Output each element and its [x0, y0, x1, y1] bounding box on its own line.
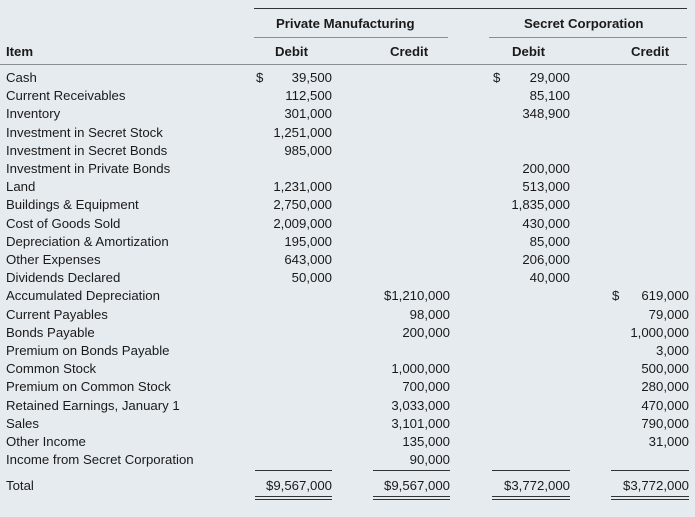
row-cell-pm-debit: 985,000 — [284, 143, 332, 158]
header-rule — [0, 64, 687, 65]
row-dollar-sign: $ — [612, 288, 620, 303]
row-cell-sc-credit: 79,000 — [648, 307, 689, 322]
row-cell-sc-debit: 1,835,000 — [511, 197, 570, 212]
row-cell-sc-credit: 280,000 — [641, 379, 689, 394]
total-double-rule-sc-credit-1 — [611, 496, 689, 497]
total-pm-debit: $9,567,000 — [265, 478, 332, 493]
total-pm-credit: $9,567,000 — [383, 478, 450, 493]
total-rule-sc-credit — [611, 470, 689, 471]
row-item-label: Depreciation & Amortization — [6, 234, 169, 249]
total-rule-sc-debit — [492, 470, 570, 471]
row-cell-pm-credit: 98,000 — [409, 307, 450, 322]
row-cell-sc-debit: 200,000 — [522, 161, 570, 176]
row-cell-pm-debit: 301,000 — [284, 106, 332, 121]
total-double-rule-sc-debit-1 — [492, 496, 570, 497]
row-cell-sc-debit: 348,900 — [522, 106, 570, 121]
total-double-rule-sc-credit-2 — [611, 499, 689, 500]
row-item-label: Income from Secret Corporation — [6, 452, 194, 467]
row-cell-pm-credit: 3,033,000 — [391, 398, 450, 413]
row-cell-pm-debit: 643,000 — [284, 252, 332, 267]
total-double-rule-pm-debit-1 — [255, 496, 332, 497]
total-rule-pm-credit — [373, 470, 450, 471]
row-item-label: Common Stock — [6, 361, 97, 376]
row-item-label: Cash — [6, 70, 37, 85]
total-double-rule-pm-credit-2 — [373, 499, 450, 500]
row-cell-pm-debit: 1,231,000 — [273, 179, 332, 194]
row-cell-pm-credit: 700,000 — [402, 379, 450, 394]
row-cell-sc-debit: 513,000 — [522, 179, 570, 194]
column-header-sc-debit: Debit — [512, 44, 545, 59]
row-cell-sc-debit: 430,000 — [522, 216, 570, 231]
row-item-label: Cost of Goods Sold — [6, 216, 121, 231]
row-item-label: Accumulated Depreciation — [6, 288, 160, 303]
total-label: Total — [6, 478, 34, 493]
row-cell-pm-debit: 112,500 — [285, 88, 332, 103]
row-item-label: Other Expenses — [6, 252, 101, 267]
secret-group-underline — [489, 37, 687, 38]
total-sc-debit: $3,772,000 — [503, 478, 570, 493]
column-header-pm-debit: Debit — [275, 44, 308, 59]
row-item-label: Investment in Secret Stock — [6, 125, 163, 140]
total-double-rule-sc-debit-2 — [492, 499, 570, 500]
row-cell-pm-credit: 90,000 — [409, 452, 450, 467]
row-cell-pm-debit: 39,500 — [291, 70, 332, 85]
group-header-private: Private Manufacturing — [276, 16, 415, 31]
row-cell-sc-debit: 85,100 — [529, 88, 570, 103]
total-double-rule-pm-credit-1 — [373, 496, 450, 497]
row-cell-sc-credit: 619,000 — [641, 288, 689, 303]
row-item-label: Retained Earnings, January 1 — [6, 398, 180, 413]
total-double-rule-pm-debit-2 — [255, 499, 332, 500]
total-sc-credit: $3,772,000 — [622, 478, 689, 493]
row-cell-sc-credit: 3,000 — [655, 343, 689, 358]
row-item-label: Other Income — [6, 434, 86, 449]
row-cell-pm-debit: 2,009,000 — [273, 216, 332, 231]
row-cell-pm-credit: $1,210,000 — [383, 288, 450, 303]
row-item-label: Buildings & Equipment — [6, 197, 139, 212]
row-cell-pm-credit: 200,000 — [402, 325, 450, 340]
row-cell-sc-debit: 29,000 — [529, 70, 570, 85]
row-item-label: Investment in Secret Bonds — [6, 143, 168, 158]
row-item-label: Dividends Declared — [6, 270, 121, 285]
row-dollar-sign: $ — [493, 70, 501, 85]
column-header-pm-credit: Credit — [390, 44, 429, 59]
row-item-label: Premium on Bonds Payable — [6, 343, 170, 358]
top-rule — [254, 8, 687, 9]
row-item-label: Inventory — [6, 106, 61, 121]
row-item-label: Sales — [6, 416, 39, 431]
row-cell-pm-debit: 195,000 — [284, 234, 332, 249]
row-cell-sc-debit: 40,000 — [529, 270, 570, 285]
row-cell-pm-credit: 1,000,000 — [391, 361, 450, 376]
private-group-underline — [254, 37, 448, 38]
column-header-sc-credit: Credit — [631, 44, 670, 59]
row-item-label: Bonds Payable — [6, 325, 95, 340]
row-cell-pm-debit: 1,251,000 — [273, 125, 332, 140]
row-cell-sc-credit: 790,000 — [641, 416, 689, 431]
row-item-label: Investment in Private Bonds — [6, 161, 171, 176]
group-header-secret: Secret Corporation — [524, 16, 644, 31]
row-cell-sc-credit: 1,000,000 — [630, 325, 689, 340]
row-item-label: Premium on Common Stock — [6, 379, 171, 394]
total-rule-pm-debit — [255, 470, 332, 471]
row-cell-sc-credit: 500,000 — [641, 361, 689, 376]
row-item-label: Land — [6, 179, 36, 194]
column-header-item: Item — [6, 44, 34, 59]
row-item-label: Current Payables — [6, 307, 108, 322]
row-dollar-sign: $ — [256, 70, 264, 85]
row-cell-sc-debit: 85,000 — [529, 234, 570, 249]
row-cell-pm-credit: 3,101,000 — [391, 416, 450, 431]
row-item-label: Current Receivables — [6, 88, 126, 103]
row-cell-pm-debit: 50,000 — [291, 270, 332, 285]
row-cell-sc-debit: 206,000 — [522, 252, 570, 267]
row-cell-pm-debit: 2,750,000 — [273, 197, 332, 212]
row-cell-pm-credit: 135,000 — [402, 434, 450, 449]
row-cell-sc-credit: 31,000 — [648, 434, 689, 449]
row-cell-sc-credit: 470,000 — [641, 398, 689, 413]
